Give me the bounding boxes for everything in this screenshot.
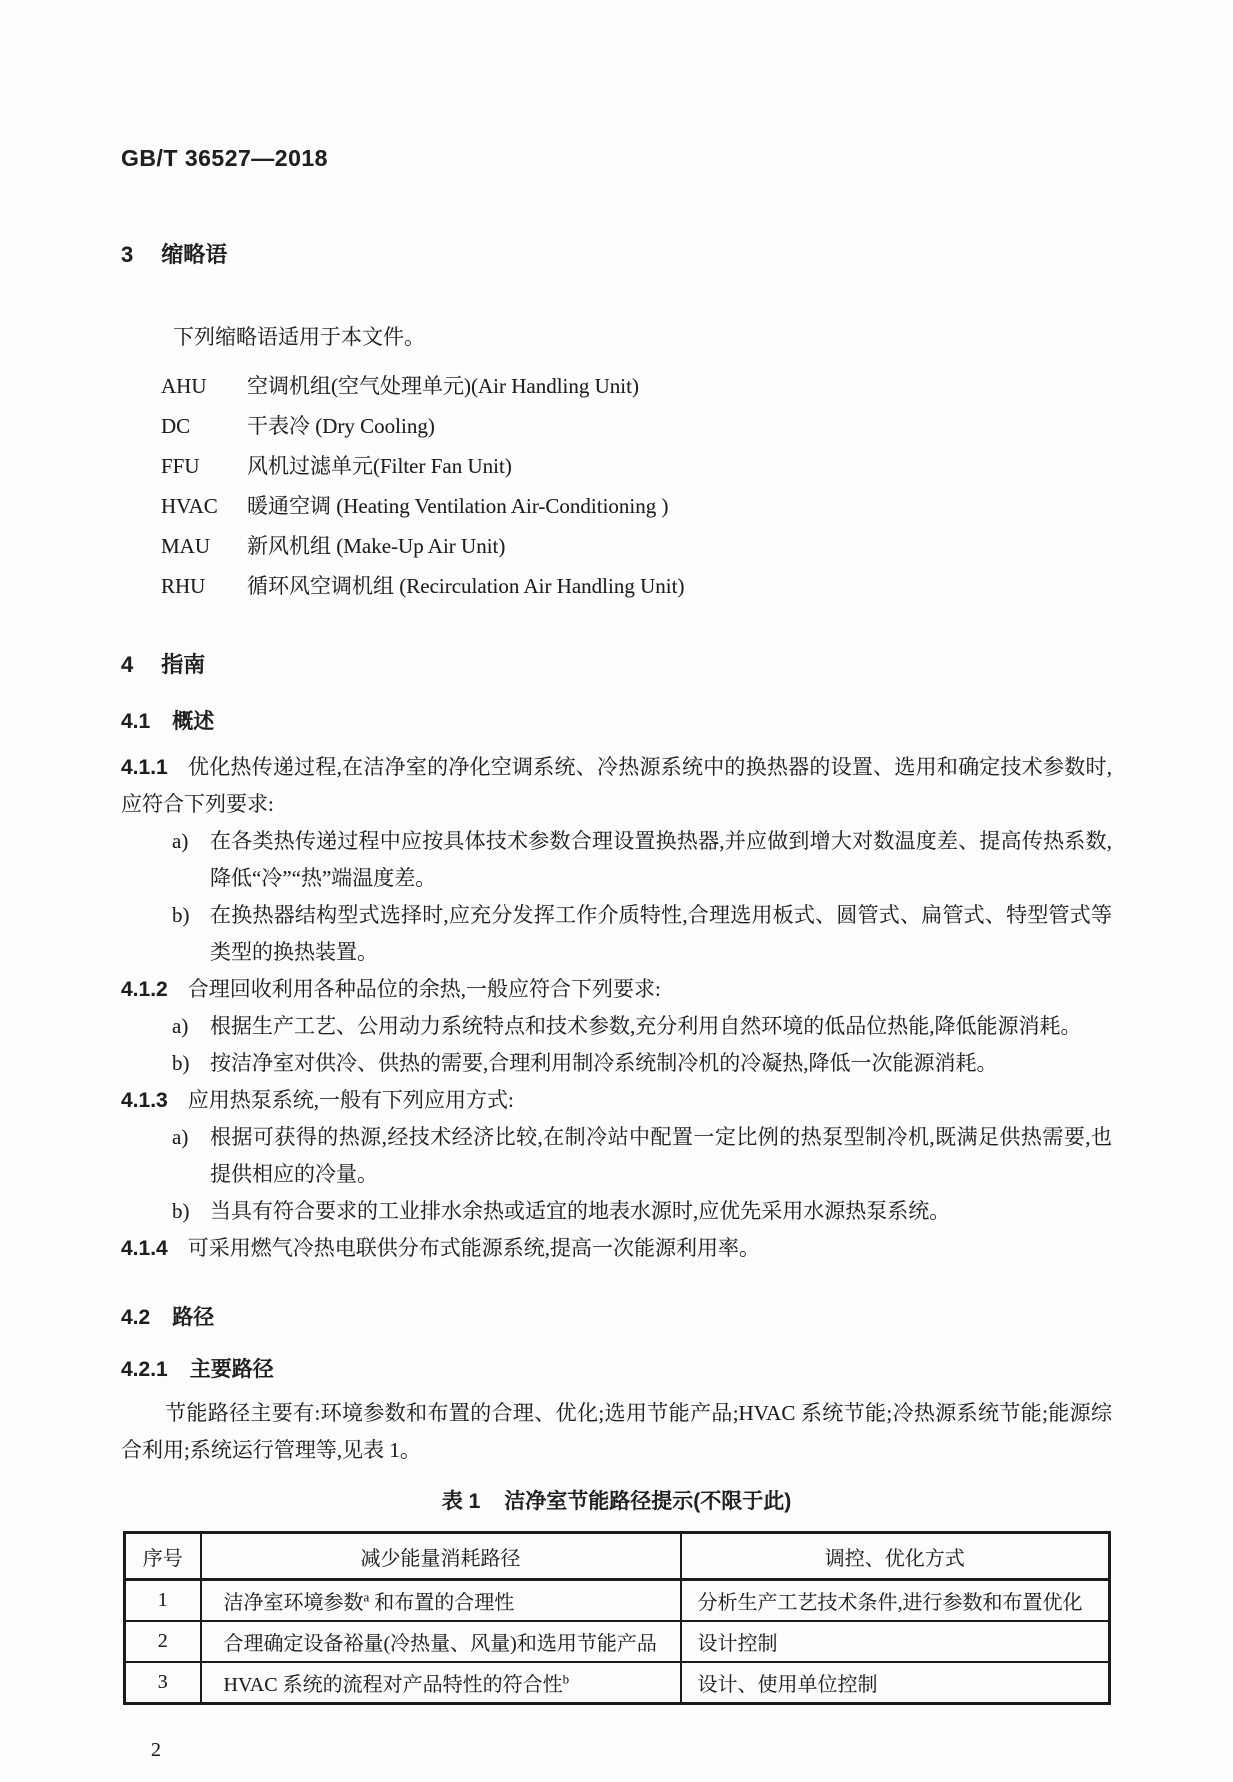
abbreviation-definition: 干表冷 (Dry Cooling) — [247, 414, 435, 438]
clause-number: 4.1.3 — [121, 1089, 168, 1112]
abbreviation-term: MAU — [161, 534, 211, 558]
abbreviations-intro: 下列缩略语适用于本文件。 — [173, 325, 425, 349]
table-row — [125, 1621, 1110, 1662]
abbreviation-term: RHU — [161, 574, 206, 598]
page-number: 2 — [151, 1739, 161, 1761]
energy-saving-path-table — [123, 1531, 1111, 1705]
list-item — [172, 897, 1112, 971]
section-4-2-1-number: 4.2.1 — [121, 1358, 168, 1381]
cell-no: 3 — [125, 1662, 201, 1704]
section-4-1-number: 4.1 — [121, 710, 151, 733]
footnote-marker: a — [363, 1589, 370, 1605]
table-row — [125, 1580, 1110, 1622]
list-item-text: 在各类热传递过程中应按具体技术参数合理设置换热器,并应做到增大对数温度差、提高传热系数,降低“冷”“热”端温度差。 — [210, 829, 1112, 890]
abbreviation-row — [161, 566, 1112, 606]
cell-path — [201, 1621, 681, 1662]
abbreviation-row — [161, 486, 1112, 526]
abbreviation-row — [161, 446, 1112, 486]
list-item — [172, 1008, 1112, 1045]
abbreviation-term: AHU — [161, 374, 207, 398]
list-item-text: 当具有符合要求的工业排水余热或适宜的地表水源时,应优先采用水源热泵系统。 — [210, 1199, 951, 1223]
abbreviation-term: FFU — [161, 454, 200, 478]
list-item-label: a) — [172, 829, 189, 853]
abbreviation-definition: 新风机组 (Make-Up Air Unit) — [247, 534, 506, 558]
table-caption-title: 洁净室节能路径提示(不限于此) — [504, 1490, 792, 1513]
section-3-number: 3 — [121, 242, 134, 267]
table-caption — [121, 1485, 1112, 1515]
abbreviation-row — [161, 406, 1112, 446]
column-header-path: 减少能量消耗路径 — [201, 1533, 681, 1580]
abbreviation-term: HVAC — [161, 494, 218, 518]
abbreviation-definition: 暖通空调 (Heating Ventilation Air-Conditioning ) — [247, 494, 669, 518]
section-4-number: 4 — [121, 652, 134, 677]
column-header-method: 调控、优化方式 — [681, 1533, 1110, 1580]
cell-method: 分析生产工艺技术条件,进行参数和布置优化 — [681, 1580, 1110, 1622]
abbreviation-definition: 空调机组(空气处理单元)(Air Handling Unit) — [247, 374, 639, 398]
cell-no: 1 — [125, 1580, 201, 1622]
paragraph-4-2-1: 节能路径主要有:环境参数和布置的合理、优化;选用节能产品;HVAC 系统节能;冷热源系统节能;能源综合利用;系统运行管理等,见表 1。 — [121, 1401, 1112, 1462]
cell-method: 设计、使用单位控制 — [681, 1662, 1110, 1704]
abbreviation-row — [161, 526, 1112, 566]
clause-4-1-1 — [121, 749, 1112, 823]
clause-text: 可采用燃气冷热电联供分布式能源系统,提高一次能源利用率。 — [187, 1236, 760, 1260]
list-item-label: b) — [172, 1199, 190, 1223]
list-item-text: 根据生产工艺、公用动力系统特点和技术参数,充分利用自然环境的低品位热能,降低能源消耗。 — [210, 1014, 1082, 1038]
section-4-2-title: 路径 — [172, 1306, 215, 1329]
section-3-title: 缩略语 — [161, 242, 228, 267]
table-header-row — [125, 1533, 1110, 1580]
abbreviation-term: DC — [161, 414, 191, 438]
cell-no: 2 — [125, 1621, 201, 1662]
cell-path-text: HVAC 系统的流程对产品特性的符合性 — [223, 1674, 563, 1696]
abbreviation-list — [121, 366, 1112, 606]
cell-method: 设计控制 — [681, 1621, 1110, 1662]
list-item-label: a) — [172, 1014, 189, 1038]
cell-path — [201, 1662, 681, 1704]
section-4-2-1-title: 主要路径 — [189, 1358, 274, 1381]
cell-path-rest: 和布置的合理性 — [369, 1592, 515, 1614]
clause-number: 4.1.4 — [121, 1237, 168, 1260]
list-item-text: 在换热器结构型式选择时,应充分发挥工作介质特性,合理选用板式、圆管式、扁管式、特型管式等类型的换热装置。 — [210, 903, 1112, 964]
abbreviation-definition: 风机过滤单元(Filter Fan Unit) — [247, 454, 512, 478]
clause-text: 应用热泵系统,一般有下列应用方式: — [187, 1088, 514, 1112]
section-3-heading — [121, 238, 1112, 269]
standard-number: GB/T 36527—2018 — [121, 145, 328, 171]
list-item — [172, 1119, 1112, 1193]
section-4-2-heading — [121, 1301, 1112, 1331]
column-header-no: 序号 — [125, 1533, 201, 1580]
list-item-text: 根据可获得的热源,经技术经济比较,在制冷站中配置一定比例的热泵型制冷机,既满足供热需要,也提供相应的冷量。 — [210, 1125, 1112, 1186]
table-row — [125, 1662, 1110, 1704]
list-item-label: a) — [172, 1125, 189, 1149]
section-4-2-1-heading — [121, 1353, 1112, 1383]
list-item — [172, 823, 1112, 897]
abbreviation-definition: 循环风空调机组 (Recirculation Air Handling Unit) — [247, 574, 685, 598]
cell-path-text: 洁净室环境参数 — [223, 1592, 364, 1614]
clause-text: 合理回收利用各种品位的余热,一般应符合下列要求: — [187, 977, 661, 1001]
clause-4-1-2 — [121, 971, 1112, 1008]
cell-path-text: 合理确定设备裕量(冷热量、风量)和选用节能产品 — [223, 1633, 657, 1655]
section-4-heading — [121, 648, 1112, 679]
clause-text: 优化热传递过程,在洁净室的净化空调系统、冷热源系统中的换热器的设置、选用和确定技术参数时,应符合下列要求: — [121, 755, 1112, 816]
section-4-1-heading — [121, 705, 1112, 735]
clause-4-1-4 — [121, 1230, 1112, 1267]
clause-4-1-3 — [121, 1082, 1112, 1119]
list-item-text: 按洁净室对供冷、供热的需要,合理利用制冷系统制冷机的冷凝热,降低一次能源消耗。 — [210, 1051, 998, 1075]
list-item-label: b) — [172, 1051, 190, 1075]
section-4-2-number: 4.2 — [121, 1306, 151, 1329]
cell-path — [201, 1580, 681, 1622]
list-item — [172, 1045, 1112, 1082]
clause-number: 4.1.1 — [121, 756, 168, 779]
section-4-title: 指南 — [161, 652, 206, 677]
list-item-label: b) — [172, 903, 190, 927]
abbreviation-row — [161, 366, 1112, 406]
table-caption-label: 表 1 — [441, 1490, 481, 1513]
list-item — [172, 1193, 1112, 1230]
footnote-marker: b — [562, 1671, 570, 1687]
section-4-1-title: 概述 — [172, 710, 215, 733]
clause-number: 4.1.2 — [121, 978, 168, 1001]
